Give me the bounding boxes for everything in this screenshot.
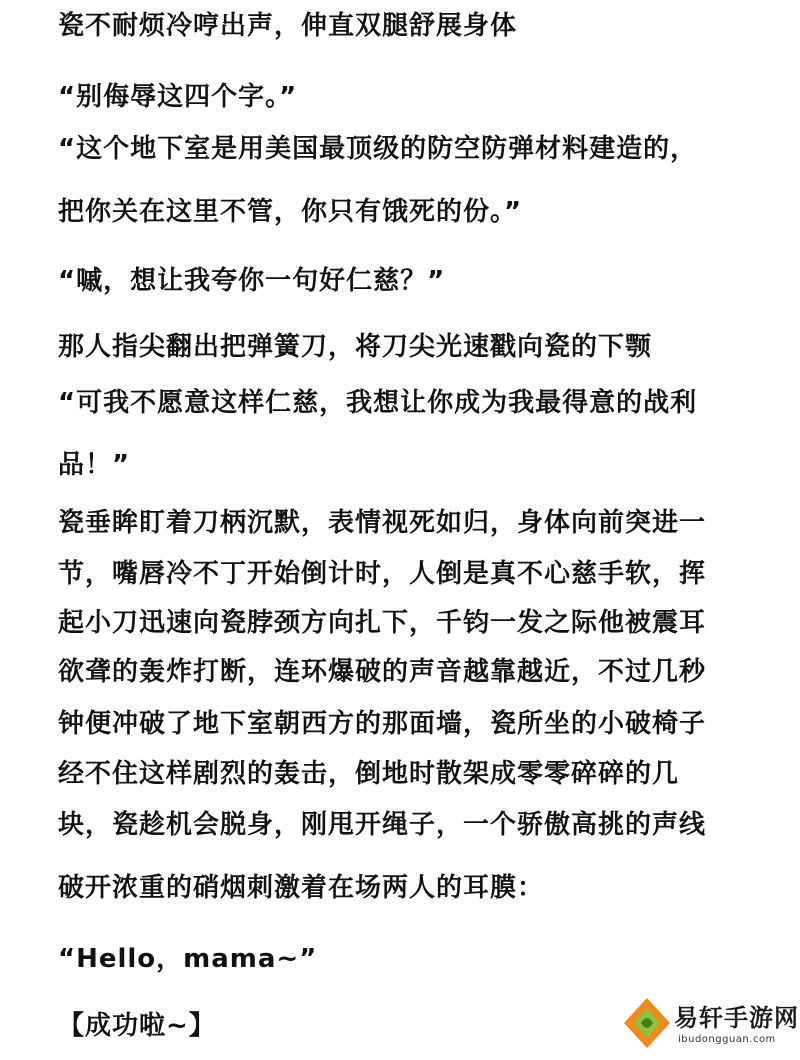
watermark-url: ibudongguan.com xyxy=(678,1034,776,1045)
text-line-9: 瓷垂眸盯着刀柄沉默，表情视死如归，身体向前突进一 xyxy=(58,508,707,538)
text-line-13: 钟便冲破了地下室朝西方的那面墙，瓷所坐的小破椅子 xyxy=(58,709,707,739)
text-line-10: 节，嘴唇冷不丁开始倒计时，人倒是真不心慈手软，挥 xyxy=(58,559,707,589)
site-watermark xyxy=(622,992,799,1056)
text-line-14: 经不住这样剧烈的轰击，倒地时散架成零零碎碎的几 xyxy=(58,759,680,789)
text-line-5: “嘁，想让我夸你一句好仁慈？” xyxy=(58,266,446,296)
text-line-16: 破开浓重的硝烟刺激着在场两人的耳膜： xyxy=(58,873,545,903)
text-line-8: 品！” xyxy=(58,450,131,480)
text-line-7: “可我不愿意这样仁慈，我想让你成为我最得意的战利 xyxy=(58,388,698,418)
text-line-17: “Hello，mama~” xyxy=(58,944,318,974)
text-line-6: 那人指尖翻出把弹簧刀，将刀尖光速戳向瓷的下颚 xyxy=(58,332,653,362)
site-logo-icon xyxy=(622,996,672,1050)
text-line-15: 块，瓷趁机会脱身，刚甩开绳子，一个骄傲高挑的声线 xyxy=(58,810,707,840)
watermark-title: 易轩手游网 xyxy=(674,1003,799,1032)
text-line-12: 欲聋的轰炸打断，连环爆破的声音越靠越近，不过几秒 xyxy=(58,657,707,687)
text-line-3: “这个地下室是用美国最顶级的防空防弹材料建造的， xyxy=(58,134,698,164)
text-line-4: 把你关在这里不管，你只有饿死的份。” xyxy=(58,197,523,227)
text-line-18: 【成功啦~】 xyxy=(58,1011,216,1041)
text-line-11: 起小刀迅速向瓷脖颈方向扎下，千钧一发之际他被震耳 xyxy=(58,608,707,638)
text-line-2: “别侮辱这四个字。” xyxy=(58,82,298,112)
text-line-1: 瓷不耐烦冷哼出声，伸直双腿舒展身体 xyxy=(58,11,518,41)
